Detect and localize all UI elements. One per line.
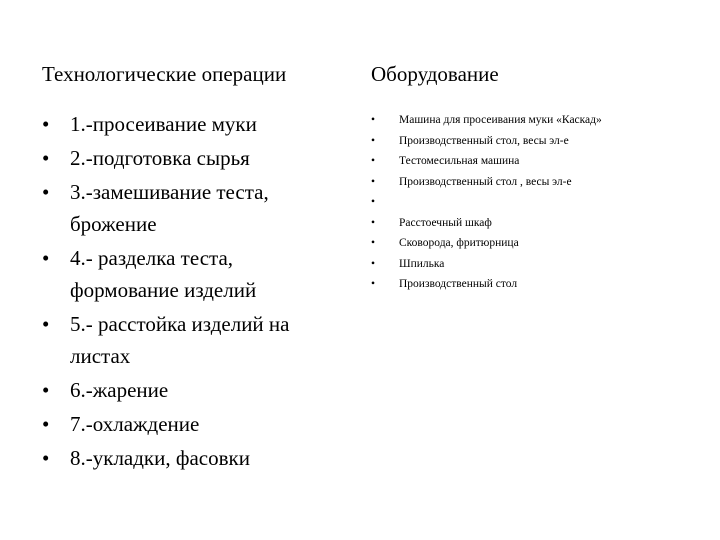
bullet-icon: • (42, 412, 50, 436)
list-item (42, 142, 342, 174)
bullet-icon: • (42, 246, 50, 270)
bullet-icon: • (371, 155, 376, 167)
bullet-icon: • (42, 146, 50, 170)
operation-text: 6.-жарение (70, 378, 169, 402)
equipment-heading: Оборудование (371, 62, 499, 86)
equipment-list (371, 110, 701, 295)
list-item (371, 131, 701, 152)
bullet-icon: • (371, 196, 376, 208)
operation-text: 1.-просеивание муки (70, 112, 257, 136)
bullet-icon: • (371, 278, 376, 290)
list-item (42, 442, 342, 474)
equipment-text: Шпилька (399, 257, 445, 270)
list-item (42, 176, 342, 240)
operation-text: 4.- разделка теста, формование изделий (70, 246, 257, 302)
list-item (371, 192, 701, 213)
operation-text: 8.-укладки, фасовки (70, 446, 250, 470)
equipment-text: Производственный стол , весы эл-е (399, 175, 572, 188)
operation-text: 3.-замешивание теста, брожение (70, 180, 269, 236)
equipment-text: Расстоечный шкаф (399, 216, 492, 229)
bullet-icon: • (42, 378, 50, 402)
list-item (371, 110, 701, 131)
equipment-text: Машина для просеивания муки «Каскад» (399, 114, 602, 126)
bullet-icon: • (42, 312, 50, 336)
operations-list (42, 108, 342, 476)
equipment-text: Сковорода, фритюрница (399, 237, 519, 249)
operation-text: 5.- расстойка изделий на листах (70, 312, 290, 368)
equipment-text: Тестомесильная машина (399, 155, 520, 167)
list-item (371, 254, 701, 275)
bullet-icon: • (371, 216, 376, 229)
list-item (371, 233, 701, 254)
bullet-icon: • (371, 134, 376, 147)
equipment-text: Производственный стол, весы эл-е (399, 134, 569, 147)
operation-text: 2.-подготовка сырья (70, 146, 250, 170)
list-item (371, 172, 701, 193)
list-item (42, 108, 342, 140)
equipment-column (371, 60, 701, 290)
list-item (371, 151, 701, 172)
operation-text: 7.-охлаждение (70, 412, 200, 436)
list-item (42, 374, 342, 406)
operations-column (42, 60, 342, 470)
bullet-icon: • (42, 446, 50, 470)
bullet-icon: • (371, 257, 376, 270)
bullet-icon: • (42, 180, 50, 204)
list-item (42, 242, 342, 306)
bullet-icon: • (371, 175, 376, 188)
bullet-icon: • (371, 237, 376, 249)
list-item (42, 308, 342, 372)
bullet-icon: • (42, 112, 50, 136)
list-item (42, 408, 342, 440)
list-item (371, 213, 701, 234)
equipment-text: Производственный стол (399, 278, 518, 290)
bullet-icon: • (371, 114, 376, 126)
list-item (371, 274, 701, 295)
operations-heading: Технологические операции (42, 62, 287, 86)
